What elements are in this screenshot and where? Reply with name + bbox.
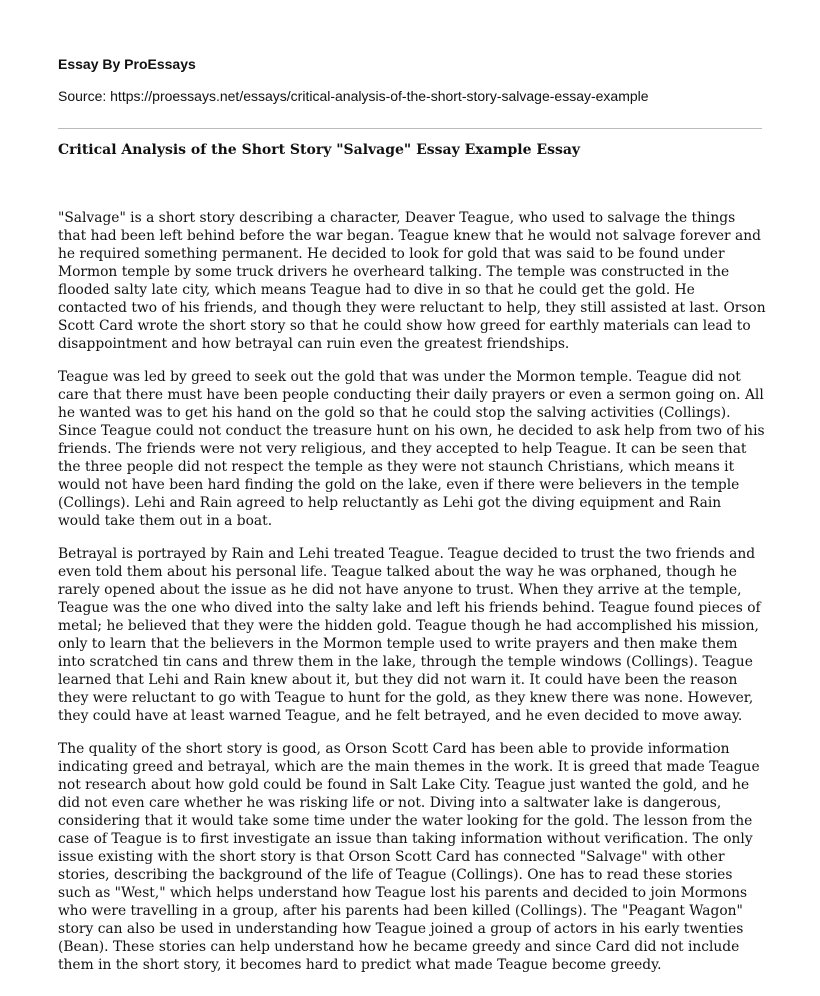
paragraph: The quality of the short story is good, as Orson Scott Card has been able to provide information indicating greed and betrayal, which are the main themes in the work. It is greed that made Teague not research about how gold could be found in Salt Lake City. Teague just wanted the gold, and he did not even care whether he was risking life or not. Diving into a saltwater lake is dangerous, considering that it would take some time under the water looking for the gold. The lesson from the case of Teague is to first investigate an issue than taking information without verification. The only issue existing with the short story is that Orson Scott Card has connected "Salvage" with other stories, describing the background of the life of Teague (Collings). One has to read these stories such as "West," which helps understand how Teague lost his parents and decided to join Mormons who were travelling in a group, after his parents had been killed (Collings). The "Peagant Wagon" story can also be used in understanding how Teague joined a group of actors in his early twenties (Bean). These stories can help understand how he became greedy and since Card did not include them in the short story, it becomes hard to predict what made Teague become greedy.: [58, 741, 760, 973]
paragraph: Betrayal is portrayed by Rain and Lehi treated Teague. Teague decided to trust the two friends and even told them about his personal life. Teague talked about the way he was orphaned, though he rarely opened about the issue as he did not have anyone to trust. When they arrive at the temple, Teague was the one who dived into the salty lake and left his friends behind. Teague found pieces of metal; he believed that they were the hidden gold. Teague though he had accomplished his mission, only to learn that the believers in the Mormon temple used to write prayers and then make them into scratched tin cans and threw them in the lake, through the temple windows (Collings). Teague learned that Lehi and Rain knew about it, but they did not warn it. It could have been the reason they were reluctant to go with Teague to hunt for the gold, as they knew there was none. However, they could have at least warned Teague, and he felt betrayed, and he even decided to move away.: [58, 546, 761, 724]
essay-body: [58, 209, 766, 989]
paragraph: Teague was led by greed to seek out the gold that was under the Mormon temple. Teague did not care that there must have been people conducting their daily prayers or even a sermon going on. All he wanted was to get his hand on the gold so that he could stop the salving activities (Collings). Since Teague could not conduct the treasure hunt on his own, he decided to ask help from two of his friends. The friends were not very religious, and they accepted to help Teague. It can be seen that the three people did not respect the temple as they were not staunch Christians, which means it would not have been hard finding the gold on the lake, even if there were believers in the temple (Collings). Lehi and Rain agreed to help reluctantly as Lehi got the diving equipment and Rain would take them out in a boat.: [58, 369, 765, 529]
essay-title: Critical Analysis of the Short Story "Salvage" Essay Example Essay: [58, 142, 581, 158]
source-line[interactable]: Source: https://proessays.net/essays/critical-analysis-of-the-short-story-salvage-essay-example: [58, 88, 649, 104]
divider: [58, 128, 762, 129]
site-title: Essay By ProEssays: [58, 56, 196, 72]
paragraph: "Salvage" is a short story describing a character, Deaver Teague, who used to salvage the things that had been left behind before the war began. Teague knew that he would not salvage forever and he required something permanent. He decided to look for gold that was said to be found under Mormon temple by some truck drivers he overheard talking. The temple was constructed in the flooded salty late city, which means Teague had to dive in so that he could get the gold. He contacted two of his friends, and though they were reluctant to help, they still assisted at last. Orson Scott Card wrote the short story so that he could show how greed for earthly materials can lead to disappointment and how betrayal can ruin even the greatest friendships.: [58, 210, 766, 352]
